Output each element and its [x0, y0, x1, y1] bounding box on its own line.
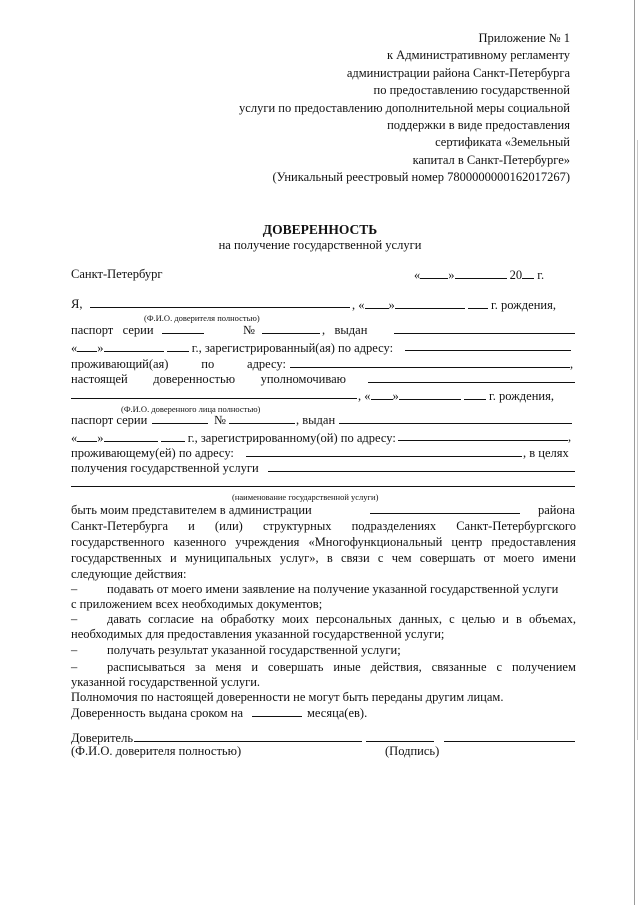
- term-unit: месяца(ев).: [307, 706, 368, 720]
- body-line-4: государственных и муниципальных услуг», в связи с чем совершать от моего имени: [71, 551, 576, 565]
- agent-registered-field[interactable]: « » г., зарегистрированному(ой) по адресу:: [71, 431, 396, 445]
- passport-label: паспорт серии: [71, 323, 154, 337]
- caption-principal: (Ф.И.О. доверителя полностью): [144, 313, 260, 323]
- authorizing-label: настоящей доверенностью уполномочиваю: [71, 372, 346, 386]
- list-item-4b: указанной государственной услуги.: [71, 675, 261, 689]
- month-blank[interactable]: [455, 267, 507, 279]
- scan-edge: [634, 0, 635, 905]
- registered-address-blank[interactable]: [405, 350, 571, 351]
- receiving-label: получения государственной услуги: [71, 461, 259, 475]
- header-line: администрации района Санкт-Петербурга: [346, 65, 570, 80]
- list-item-1b: с приложением всех необходимых документов;: [71, 597, 323, 611]
- agent-issue-day-blank[interactable]: [77, 430, 97, 442]
- residing-address-blank[interactable]: [290, 367, 570, 368]
- birth-day-blank[interactable]: [365, 297, 389, 309]
- list-item-3: получать результат указанной государственной услуги;: [107, 643, 401, 657]
- body-line-2: Санкт-Петербурга и (или) структурных подразделениях Санкт-Петербургского: [71, 519, 576, 533]
- caption-signature: (Подпись): [385, 744, 440, 758]
- year-blank[interactable]: [522, 267, 534, 279]
- document-title: ДОВЕРЕННОСТЬ: [262, 222, 378, 237]
- agent-name-blank-2[interactable]: [71, 398, 357, 399]
- birth-month-blank[interactable]: [395, 297, 465, 309]
- signature-extra-blank[interactable]: [444, 741, 575, 742]
- header-line: услуги по предоставлению дополнительной меры социальной: [239, 100, 570, 115]
- list-dash: –: [71, 660, 78, 674]
- list-dash: –: [71, 643, 78, 657]
- agent-birth-field[interactable]: , « » г. рождения,: [358, 389, 554, 403]
- list-item-2b: необходимых для предоставления указанной государственной услуги;: [71, 627, 445, 641]
- principal-signature-name-blank[interactable]: [134, 741, 362, 742]
- issue-day-blank[interactable]: [77, 340, 97, 352]
- term-months-blank[interactable]: [252, 716, 302, 717]
- agent-residing-label: проживающему(ей) по адресу:: [71, 446, 234, 460]
- signature-blank[interactable]: [366, 741, 434, 742]
- agent-passport-issued-blank[interactable]: [339, 423, 572, 424]
- passport-number-blank[interactable]: [262, 333, 320, 334]
- passport-number-label: №: [243, 323, 255, 337]
- principal-name-label: Я,: [71, 297, 83, 311]
- body-line-5: следующие действия:: [71, 567, 187, 581]
- header-line: поддержки в виде предоставления: [387, 118, 570, 133]
- principal-name-blank[interactable]: [90, 307, 350, 308]
- passport-series-blank[interactable]: [162, 333, 204, 334]
- representative-text: быть моим представителем в администрации: [71, 503, 312, 517]
- administration-blank[interactable]: [370, 513, 520, 514]
- principal-birth-field[interactable]: , « » г. рождения,: [352, 298, 556, 312]
- list-dash: –: [71, 612, 78, 626]
- agent-issue-month-blank[interactable]: [104, 430, 158, 442]
- issue-year-blank[interactable]: [167, 340, 189, 352]
- agent-passport-number-blank[interactable]: [229, 423, 295, 424]
- agent-birth-day-blank[interactable]: [371, 388, 393, 400]
- comma: ,: [570, 357, 574, 371]
- agent-passport-series-blank[interactable]: [152, 423, 208, 424]
- agent-issue-year-blank[interactable]: [161, 430, 185, 442]
- document-subtitle: на получение государственной услуги: [218, 238, 422, 252]
- transfer-note: Полномочия по настоящей доверенности не могут быть переданы другим лицам.: [71, 690, 504, 704]
- passport-issued-label: , выдан: [322, 323, 368, 337]
- header-line: Приложение № 1: [478, 31, 570, 45]
- comma: ,: [568, 430, 572, 444]
- agent-passport-number-label: №: [214, 413, 226, 427]
- in-order-label: , в целях: [523, 446, 569, 460]
- agent-residing-blank[interactable]: [246, 456, 522, 457]
- agent-passport-issued-label: , выдан: [296, 413, 336, 427]
- caption-service: (наименование государственной услуги): [232, 492, 379, 502]
- agent-name-blank-1[interactable]: [368, 382, 575, 383]
- body-line-3: государственного казенного учреждения «Многофункциональный центр предоставления: [71, 535, 576, 549]
- issue-month-blank[interactable]: [104, 340, 164, 352]
- header-line: (Уникальный реестровый номер 7800000000162017267): [272, 170, 570, 185]
- appendix-header: [239, 30, 570, 187]
- caption-agent: (Ф.И.О. доверенного лица полностью): [121, 404, 261, 414]
- header-line: капитал в Санкт-Петербурге»: [412, 152, 570, 167]
- service-name-blank-1[interactable]: [268, 471, 575, 472]
- birth-year-blank[interactable]: [468, 297, 488, 309]
- service-name-blank-2[interactable]: [71, 486, 575, 487]
- agent-registered-blank[interactable]: [398, 440, 568, 441]
- day-blank[interactable]: [420, 267, 448, 279]
- list-item-4a: расписываться за меня и совершать иные действия, связанные с получением: [107, 660, 576, 674]
- header-line: по предоставлению государственной: [373, 83, 570, 98]
- agent-passport-label: паспорт серии: [71, 413, 148, 427]
- list-item-2a: давать согласие на обработку моих персональных данных, с целью и в объемах,: [107, 612, 576, 626]
- list-item-1a: подавать от моего имени заявление на получение указанной государственной услуги: [107, 582, 559, 596]
- date-field[interactable]: « » 20 г.: [414, 268, 545, 282]
- header-line: к Административному регламенту: [386, 48, 570, 63]
- agent-birth-month-blank[interactable]: [399, 388, 461, 400]
- list-dash: –: [71, 582, 78, 596]
- place: Санкт-Петербург: [71, 267, 163, 281]
- header-line: сертификата «Земельный: [435, 135, 570, 150]
- agent-birth-year-blank[interactable]: [464, 388, 486, 400]
- district-label: района: [538, 503, 575, 517]
- passport-issued-blank[interactable]: [394, 333, 575, 334]
- caption-signature-name: (Ф.И.О. доверителя полностью): [71, 744, 242, 758]
- principal-signature-label: Доверитель: [71, 731, 134, 745]
- principal-registered-field[interactable]: « » г., зарегистрированный(ая) по адресу:: [71, 341, 394, 355]
- term-label: Доверенность выдана сроком на: [71, 706, 244, 720]
- residing-label: проживающий(ая) по адресу:: [71, 357, 286, 371]
